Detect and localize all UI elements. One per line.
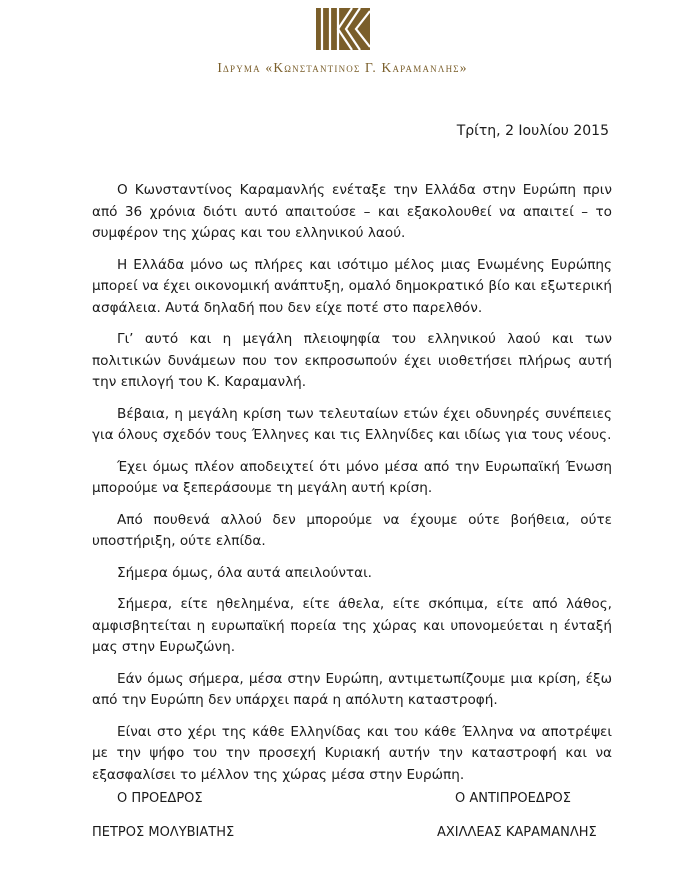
paragraph: Από πουθενά αλλού δεν μπορούμε να έχουμε ούτε βοήθεια, ούτε υποστήριξη, ούτε ελπίδα. — [92, 511, 612, 549]
kk-monogram-logo-icon — [316, 8, 370, 50]
president-name: ΠΕΤΡΟΣ ΜΟΛΥΒΙΑΤΗΣ — [92, 825, 235, 840]
paragraph: Σήμερα όμως, όλα αυτά απειλούνται. — [117, 564, 372, 581]
vice-president-title: Ο ΑΝΤΙΠΡΟΕΔΡΟΣ — [455, 791, 571, 806]
foundation-name: Ιδρυμα «Κωνσταντινος Γ. Καραμανλης» — [217, 60, 468, 75]
vice-president-name: ΑΧΙΛΛΕΑΣ ΚΑΡΑΜΑΝΛΗΣ — [437, 825, 597, 840]
paragraph: Η Ελλάδα μόνο ως πλήρες και ισότιμο μέλος μιας Ενωμένης Ευρώπης μπορεί να έχει οικονομική ανάπτυξη, ομαλό δημοκρατικό βίο και εξωτερική ασφάλεια. Αυτά δηλαδή που δεν είχε ποτέ στο παρελθόν. — [92, 256, 612, 316]
letter-date: Τρίτη, 2 Ιουλίου 2015 — [456, 123, 609, 139]
paragraph: Βέβαια, η μεγάλη κρίση των τελευταίων ετών έχει οδυνηρές συνέπειες για όλους σχεδόν τους Έλληνες και τις Ελληνίδες και ιδίως για τους νέους. — [92, 405, 612, 443]
paragraph: Ο Κωνσταντίνος Καραμανλής ενέταξε την Ελλάδα στην Ευρώπη πριν από 36 χρόνια διότι αυτό απαιτούσε – και εξακολουθεί να απαιτεί – το συμφέρον της χώρας και του ελληνικού λαού. — [92, 182, 612, 241]
paragraph: Εάν όμως σήμερα, μέσα στην Ευρώπη, αντιμετωπίζουμε μια κρίση, έξω από την Ευρώπη δεν υπάρχει παρά η απόλυτη καταστροφή. — [92, 670, 612, 708]
paragraph: Είναι στο χέρι της κάθε Ελληνίδας και του κάθε Έλληνα να αποτρέψει με την ψήφο του την προσεχή Κυριακή αυτήν την καταστροφή και να εξασφαλίσει το μέλλον της χώρας μέσα στην Ευρώπη. — [92, 723, 612, 783]
paragraph: Έχει όμως πλέον αποδειχτεί ότι μόνο μέσα από την Ευρωπαϊκή Ένωση μπορούμε να ξεπεράσουμε τη μεγάλη αυτή κρίση. — [92, 458, 612, 496]
paragraph: Σήμερα, είτε ηθελημένα, είτε άθελα, είτε σκόπιμα, είτε από λάθος, αμφισβητείται η ευρωπαϊκή πορεία της χώρας και υπονομεύεται η ένταξή μας στην Ευρωζώνη. — [92, 596, 612, 655]
paragraph: Γι’ αυτό και η μεγάλη πλειοψηφία του ελληνικού λαού και των πολιτικών δυνάμεων που τον εκπροσωπούν έχει υιοθετήσει πλήρως αυτή την επιλογή του Κ. Καραμανλή. — [92, 331, 612, 390]
president-title: Ο ΠΡΟΕΔΡΟΣ — [117, 791, 203, 806]
letter-body — [92, 180, 612, 796]
